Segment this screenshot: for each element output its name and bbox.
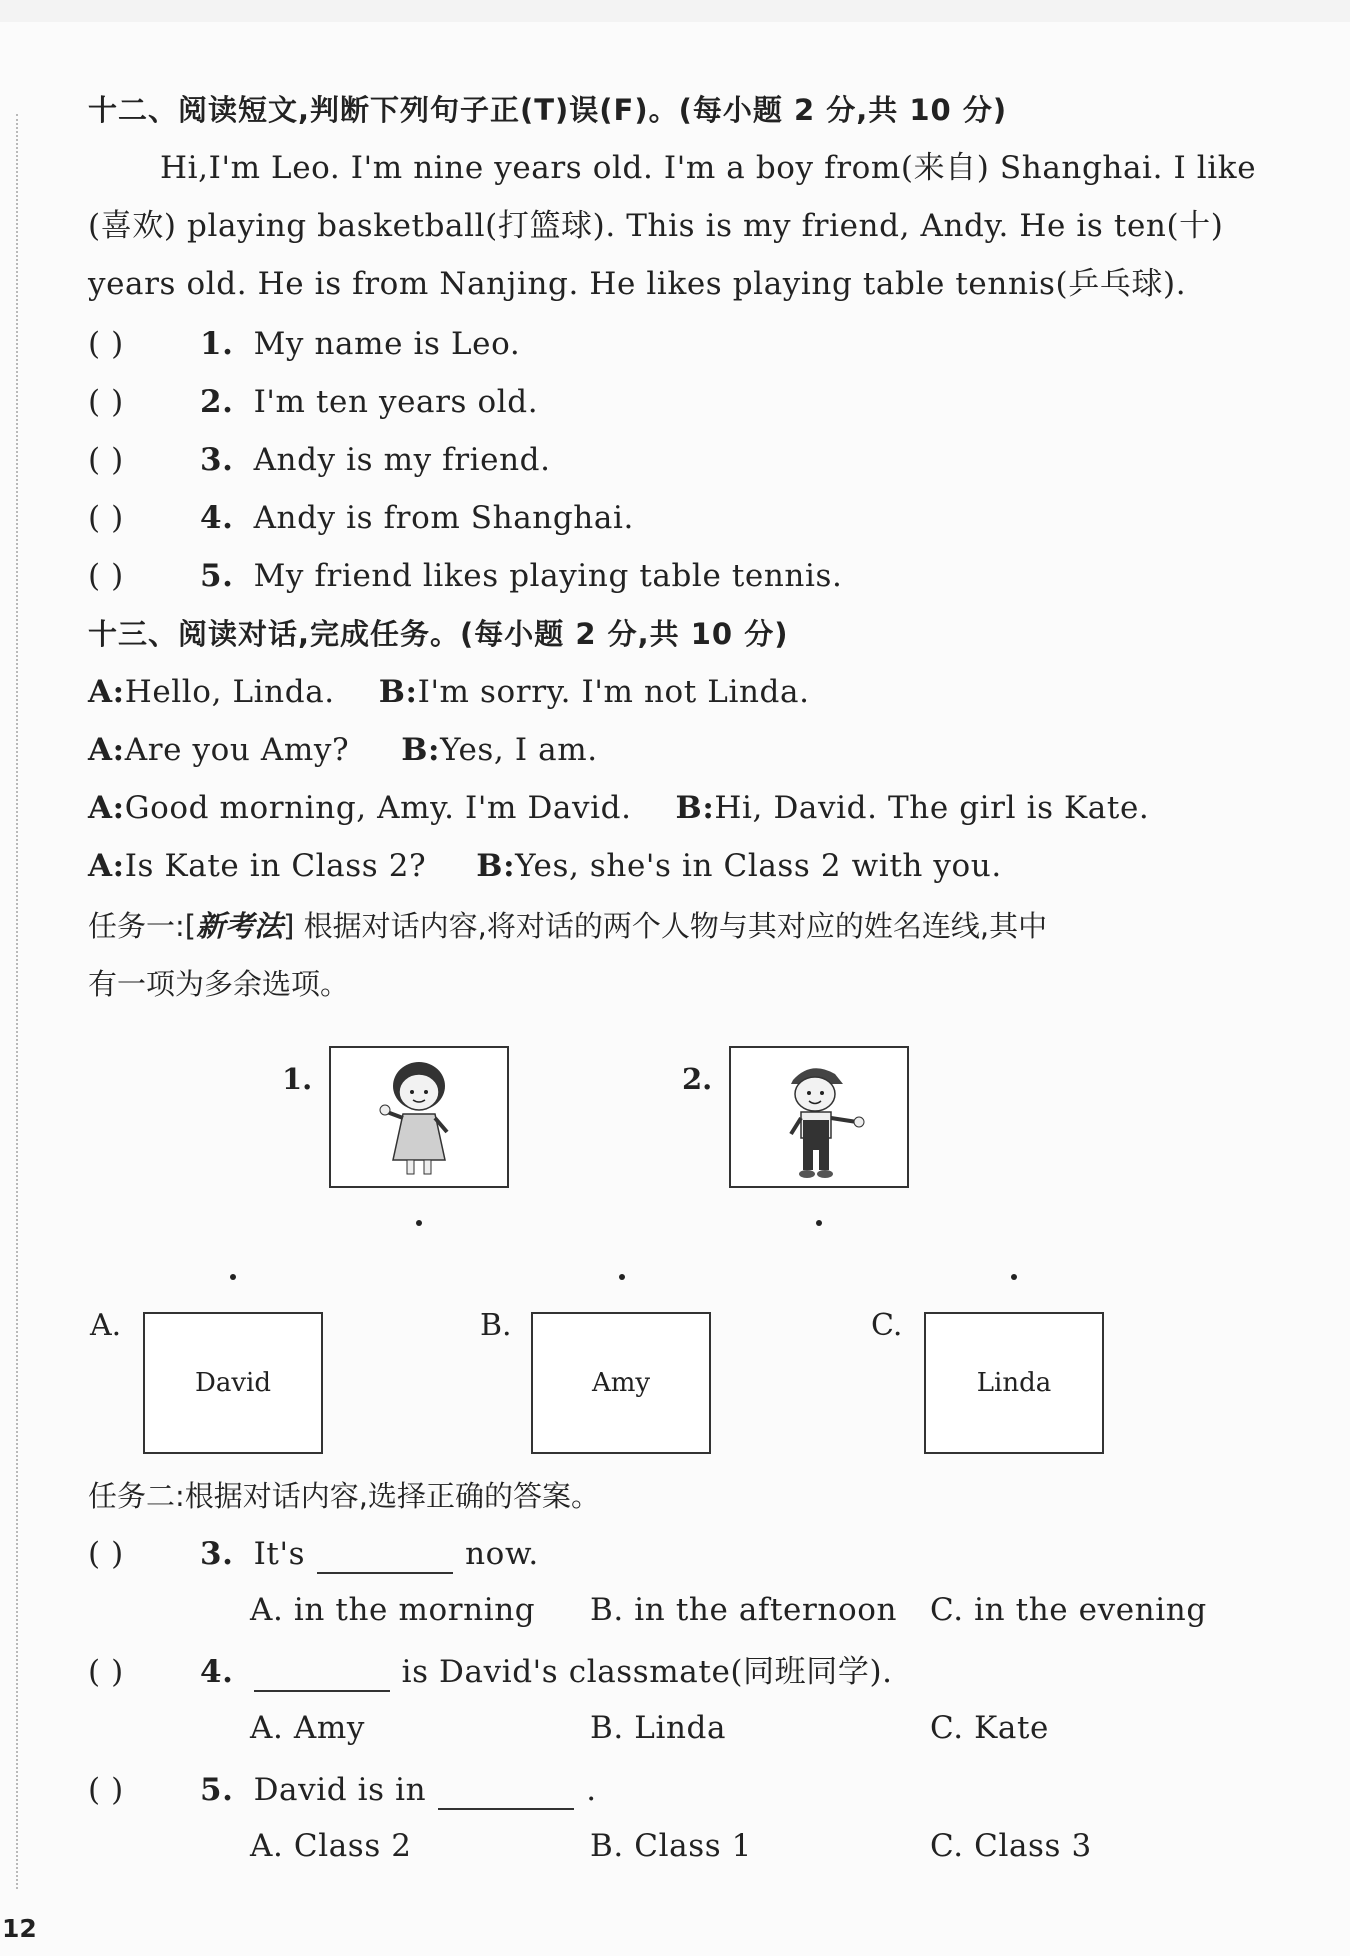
q3-option-a: A. in the morning: [250, 1592, 536, 1628]
dialogue-line-4: A:Is Kate in Class 2? B:Yes, she's in Class 2 with you.: [88, 848, 1002, 884]
girl-cartoon-icon: [331, 1048, 507, 1186]
task-1-instruction-line-2: 有一项为多余选项。: [88, 967, 350, 1001]
boy-cartoon-icon: [731, 1048, 907, 1186]
answer-paren[interactable]: ( ): [88, 1772, 124, 1808]
picture-2-number: 2.: [682, 1062, 713, 1096]
answer-paren[interactable]: ( ): [88, 558, 124, 594]
answer-paren[interactable]: ( ): [88, 1536, 124, 1572]
passage-line-1: Hi,I'm Leo. I'm nine years old. I'm a boy from(来自) Shanghai. I like: [160, 150, 1257, 186]
mc-question-5: ( ) 5. David is in .: [88, 1772, 597, 1808]
answer-paren[interactable]: ( ): [88, 1654, 124, 1690]
margin-dotted-rule: [16, 114, 18, 1889]
option-a-name-box: David: [143, 1312, 323, 1454]
section-13-heading: 十三、阅读对话,完成任务。(每小题 2 分,共 10 分): [88, 617, 789, 651]
option-c-connect-dot[interactable]: [1011, 1274, 1017, 1280]
answer-paren[interactable]: ( ): [88, 442, 124, 478]
dialogue-line-3: A:Good morning, Amy. I'm David. B:Hi, David. The girl is Kate.: [88, 790, 1150, 826]
picture-1-box: [329, 1046, 509, 1188]
option-b-letter: B.: [480, 1308, 512, 1343]
passage-line-2: (喜欢) playing basketball(打篮球). This is my friend, Andy. He is ten(十): [88, 208, 1224, 244]
tf-item-5: ( ) 5. My friend likes playing table tennis.: [88, 558, 843, 594]
picture-2-connect-dot[interactable]: [816, 1220, 822, 1226]
answer-blank[interactable]: [317, 1542, 453, 1574]
answer-paren[interactable]: ( ): [88, 500, 124, 536]
answer-paren[interactable]: ( ): [88, 384, 124, 420]
mc-question-3: ( ) 3. It's now.: [88, 1536, 539, 1572]
task-1-instruction: 任务一:[新考法] 根据对话内容,将对话的两个人物与其对应的姓名连线,其中: [88, 909, 1048, 943]
q5-option-b: B. Class 1: [590, 1828, 752, 1864]
dialogue-line-2: A:Are you Amy? B:Yes, I am.: [88, 732, 598, 768]
option-c-letter: C.: [871, 1308, 903, 1343]
task-2-instruction: 任务二:根据对话内容,选择正确的答案。: [88, 1479, 600, 1513]
section-12-heading: 十二、阅读短文,判断下列句子正(T)误(F)。(每小题 2 分,共 10 分): [88, 93, 1008, 127]
option-a-connect-dot[interactable]: [230, 1274, 236, 1280]
tf-item-4: ( ) 4. Andy is from Shanghai.: [88, 500, 634, 536]
tf-item-2: ( ) 2. I'm ten years old.: [88, 384, 539, 420]
option-c-name-box: Linda: [924, 1312, 1104, 1454]
passage-line-3: years old. He is from Nanjing. He likes playing table tennis(乒乓球).: [88, 266, 1187, 302]
mc-question-4: ( ) 4. is David's classmate(同班同学).: [88, 1654, 893, 1690]
q5-option-a: A. Class 2: [250, 1828, 412, 1864]
q4-option-b: B. Linda: [590, 1710, 727, 1746]
option-b-name-box: Amy: [531, 1312, 711, 1454]
new-format-tag: 新考法: [196, 909, 284, 943]
q3-option-b: B. in the afternoon: [590, 1592, 898, 1628]
q5-option-c: C. Class 3: [930, 1828, 1092, 1864]
picture-2-box: [729, 1046, 909, 1188]
q4-option-a: A. Amy: [250, 1710, 365, 1746]
answer-paren[interactable]: ( ): [88, 326, 124, 362]
page-number: 12: [2, 1914, 37, 1943]
option-a-letter: A.: [90, 1308, 122, 1343]
picture-1-connect-dot[interactable]: [416, 1220, 422, 1226]
tf-item-3: ( ) 3. Andy is my friend.: [88, 442, 551, 478]
dialogue-line-1: A:Hello, Linda. B:I'm sorry. I'm not Linda.: [88, 674, 810, 710]
answer-blank[interactable]: [438, 1778, 574, 1810]
worksheet-page: [0, 22, 1350, 1956]
q3-option-c: C. in the evening: [930, 1592, 1207, 1628]
option-b-connect-dot[interactable]: [619, 1274, 625, 1280]
tf-item-1: ( ) 1. My name is Leo.: [88, 326, 521, 362]
q4-option-c: C. Kate: [930, 1710, 1049, 1746]
answer-blank[interactable]: [254, 1660, 390, 1692]
picture-1-number: 1.: [282, 1062, 313, 1096]
